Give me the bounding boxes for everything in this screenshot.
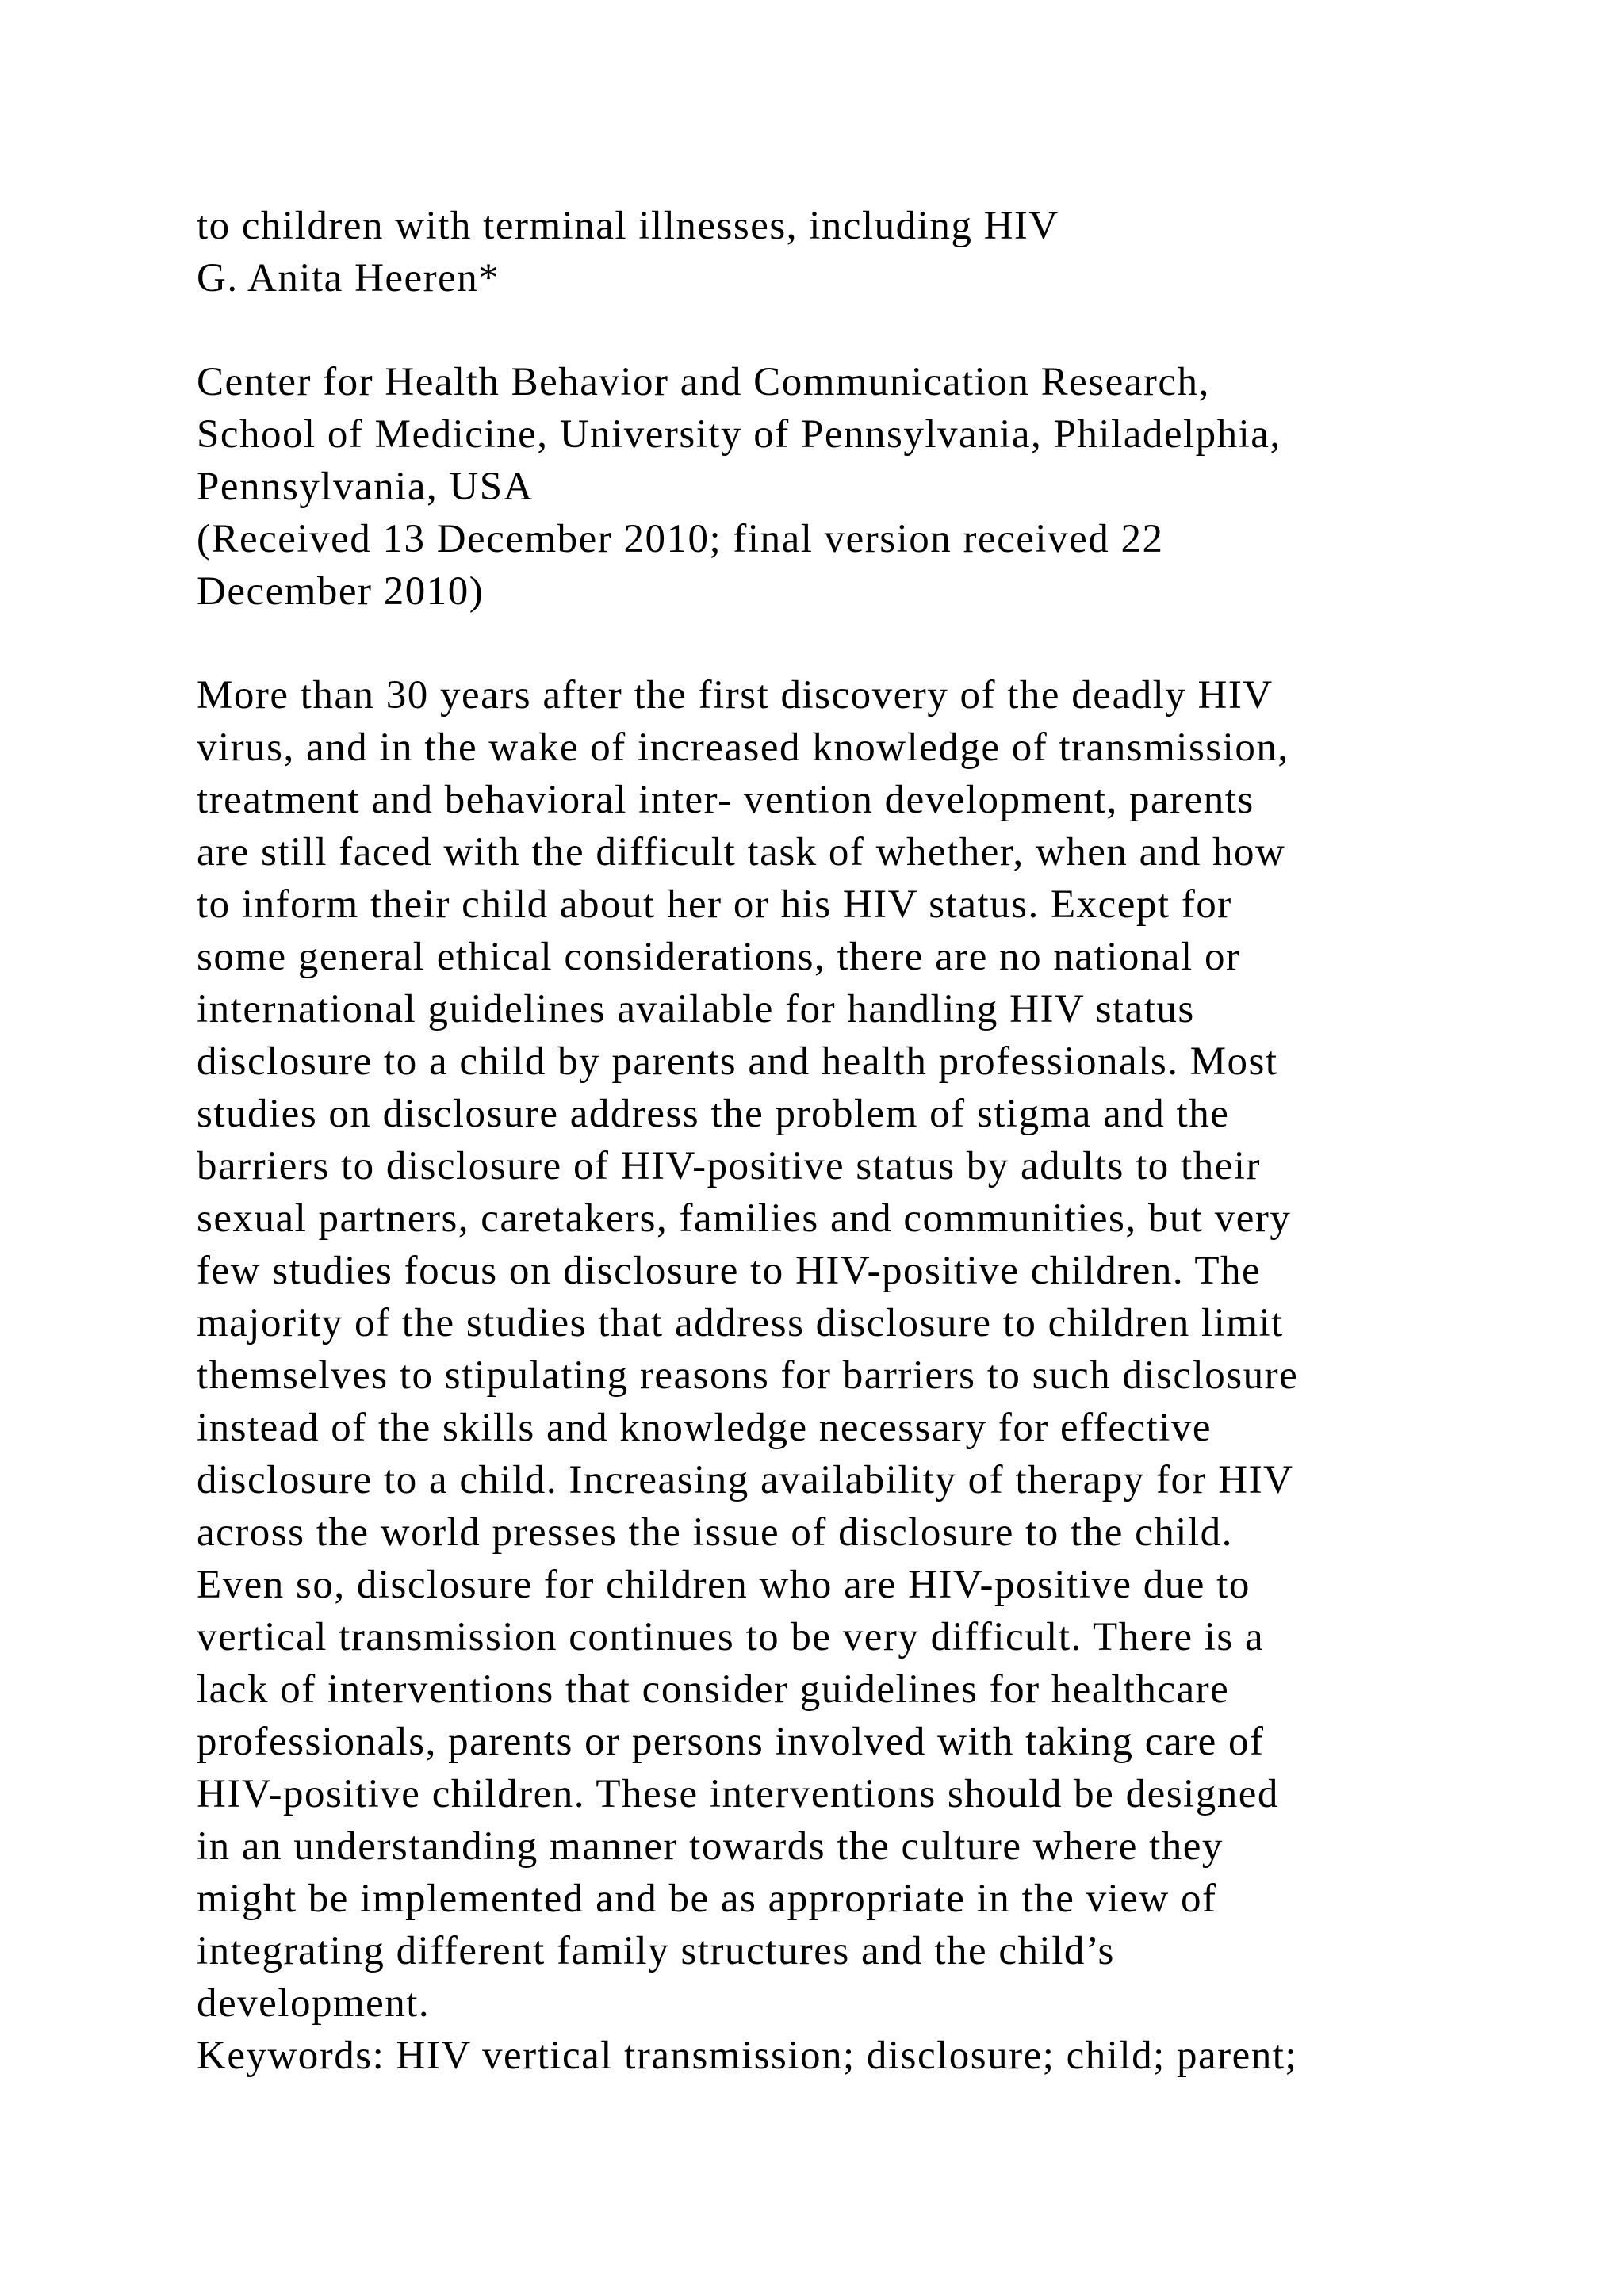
abstract-line: HIV-positive children. These interventions should be designed: [197, 1772, 1279, 1816]
abstract-line: disclosure to a child by parents and health professionals. Most: [197, 1039, 1278, 1084]
abstract-line: vertical transmission continues to be very difficult. There is a: [197, 1615, 1265, 1659]
abstract-line: some general ethical considerations, there are no national or: [197, 935, 1241, 979]
abstract-line: disclosure to a child. Increasing availability of therapy for HIV: [197, 1458, 1294, 1502]
abstract-line: across the world presses the issue of disclosure to the child.: [197, 1510, 1233, 1555]
abstract-block: [197, 669, 1545, 2082]
abstract-line: integrating different family structures and the child’s: [197, 1929, 1115, 1973]
abstract-line: to inform their child about her or his HIV status. Except for: [197, 882, 1232, 927]
abstract-line: virus, and in the wake of increased knowledge of transmission,: [197, 725, 1289, 770]
abstract-line: treatment and behavioral inter- vention development, parents: [197, 778, 1254, 822]
abstract-line: in an understanding manner towards the culture where they: [197, 1824, 1224, 1869]
abstract-line: might be implemented and be as appropriate in the view of: [197, 1877, 1217, 1921]
abstract-line: sexual partners, caretakers, families and communities, but very: [197, 1196, 1292, 1241]
abstract-line: barriers to disclosure of HIV-positive status by adults to their: [197, 1144, 1261, 1188]
received-line: (Received 13 December 2010; final version received 22: [197, 517, 1164, 561]
affiliation-line: Pennsylvania, USA: [197, 465, 534, 509]
received-line: December 2010): [197, 569, 485, 614]
abstract-line: professionals, parents or persons involved with taking care of: [197, 1720, 1265, 1764]
author-line: G. Anita Heeren*: [197, 256, 500, 300]
abstract-line: themselves to stipulating reasons for barriers to such disclosure: [197, 1353, 1299, 1398]
title-line: to children with terminal illnesses, including HIV: [197, 204, 1059, 248]
abstract-line: few studies focus on disclosure to HIV-positive children. The: [197, 1249, 1262, 1293]
abstract-line: international guidelines available for handling HIV status: [197, 987, 1195, 1031]
abstract-line: are still faced with the difficult task of whether, when and how: [197, 830, 1286, 874]
abstract-line: instead of the skills and knowledge necessary for effective: [197, 1406, 1212, 1450]
abstract-line: development.: [197, 1981, 431, 2026]
affiliation-block: [197, 356, 1545, 618]
abstract-line: studies on disclosure address the problem of stigma and the: [197, 1092, 1230, 1136]
abstract-line: lack of interventions that consider guidelines for healthcare: [197, 1667, 1230, 1712]
title-block: [197, 200, 1545, 304]
affiliation-line: Center for Health Behavior and Communication Research,: [197, 360, 1210, 404]
affiliation-line: School of Medicine, University of Pennsylvania, Philadelphia,: [197, 412, 1281, 457]
abstract-line: Even so, disclosure for children who are HIV-positive due to: [197, 1563, 1251, 1607]
abstract-line: majority of the studies that address disclosure to children limit: [197, 1301, 1284, 1345]
abstract-line: More than 30 years after the first discovery of the deadly HIV: [197, 673, 1274, 718]
keywords-line: Keywords: HIV vertical transmission; disclosure; child; parent;: [197, 2034, 1298, 2078]
